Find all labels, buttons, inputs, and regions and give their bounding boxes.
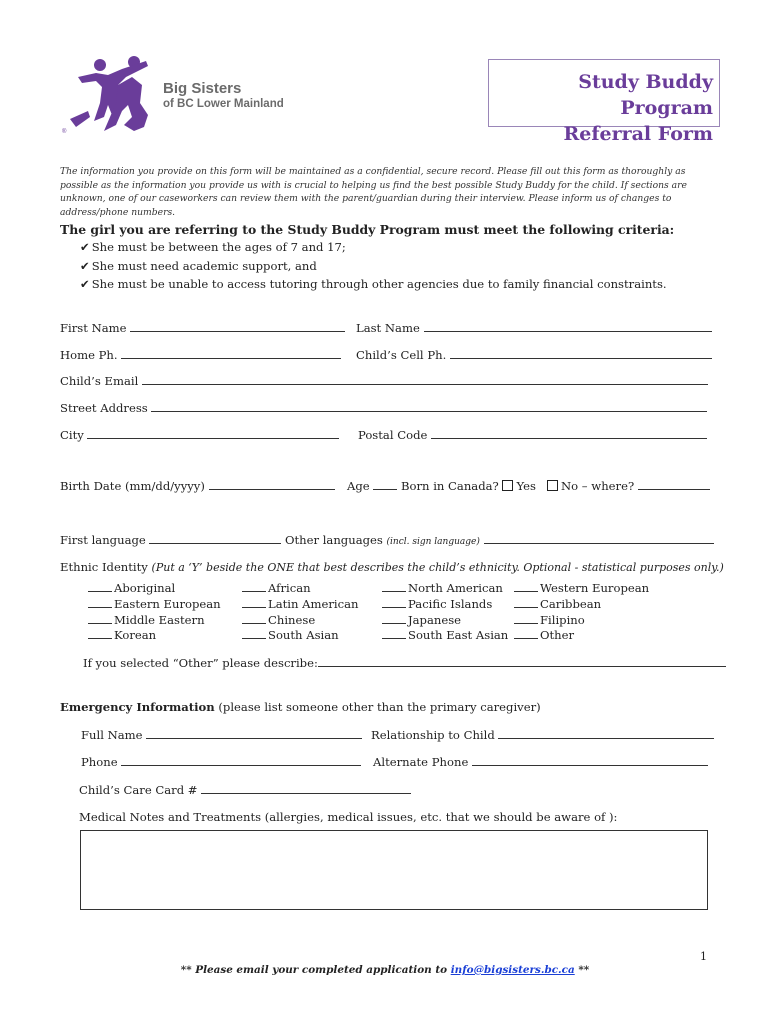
emergency-phone-row	[81, 754, 361, 769]
ethnic-blank[interactable]	[514, 580, 538, 592]
ethnic-option-label: Caribbean	[540, 597, 602, 611]
care-card-label: Child’s Care Card #	[79, 783, 198, 797]
criteria-item-text: She must be unable to access tutoring through other agencies due to family financial constraints.	[91, 277, 667, 291]
ethnic-option[interactable]	[382, 627, 508, 642]
other-describe-field[interactable]	[318, 655, 726, 667]
alternate-phone-row	[373, 754, 708, 769]
no-where-label: No – where?	[561, 479, 635, 493]
registered-mark: ®	[62, 129, 67, 135]
home-phone-row	[60, 347, 341, 362]
first-language-label: First language	[60, 533, 146, 547]
ethnic-option[interactable]	[514, 596, 601, 611]
care-card-row	[79, 782, 411, 797]
ethnic-option[interactable]	[514, 627, 574, 642]
ethnic-option-label: Pacific Islands	[408, 597, 493, 611]
child-cell-label: Child’s Cell Ph.	[356, 348, 447, 362]
ethnic-option-label: Other	[540, 628, 575, 642]
street-address-label: Street Address	[60, 401, 148, 415]
ethnic-option[interactable]	[88, 580, 175, 595]
org-name-line1: Big Sisters	[163, 80, 242, 97]
ethnic-option[interactable]	[88, 612, 205, 627]
first-name-row	[60, 320, 345, 335]
page-number: 1	[700, 950, 707, 963]
other-languages-label: Other languages	[285, 533, 383, 547]
first-language-row	[60, 532, 281, 547]
form-title-line1: Study Buddy Program	[578, 71, 713, 119]
postal-code-label: Postal Code	[358, 428, 428, 442]
child-email-label: Child’s Email	[60, 374, 139, 388]
child-email-field[interactable]	[142, 373, 708, 385]
ethnic-option-label: Eastern European	[114, 597, 221, 611]
ethnic-option-label: Aboriginal	[114, 581, 176, 595]
footer-note	[0, 964, 770, 976]
ethnic-blank[interactable]	[88, 612, 112, 624]
medical-notes-textarea[interactable]	[80, 830, 708, 910]
home-phone-label: Home Ph.	[60, 348, 118, 362]
ethnic-blank[interactable]	[242, 580, 266, 592]
email-link[interactable]: info@bigsisters.bc.ca	[450, 964, 575, 976]
last-name-field[interactable]	[424, 320, 712, 332]
street-address-row	[60, 400, 707, 415]
medical-notes-label: Medical Notes and Treatments (allergies, medical issues, etc. that we should be aware of ):	[79, 810, 618, 824]
emergency-heading-row	[60, 700, 541, 714]
other-languages-field[interactable]	[484, 532, 714, 544]
relationship-row	[371, 727, 714, 742]
emergency-heading: Emergency Information	[60, 700, 215, 714]
ethnic-option[interactable]	[382, 596, 492, 611]
city-field[interactable]	[87, 427, 339, 439]
birth-date-row	[60, 478, 335, 493]
born-in-canada-row	[401, 478, 710, 493]
ethnic-blank[interactable]	[88, 596, 112, 608]
ethnic-blank[interactable]	[514, 596, 538, 608]
ethnic-option-label: Middle Eastern	[114, 613, 205, 627]
criteria-item	[80, 277, 667, 291]
child-email-row	[60, 373, 708, 388]
age-field[interactable]	[373, 478, 397, 490]
ethnic-blank[interactable]	[382, 612, 406, 624]
birth-date-field[interactable]	[209, 478, 335, 490]
child-cell-field[interactable]	[450, 347, 712, 359]
ethnic-option-label: Filipino	[540, 613, 585, 627]
ethnic-option-label: Latin American	[268, 597, 359, 611]
ethnic-option-label: North American	[408, 581, 503, 595]
care-card-field[interactable]	[201, 782, 411, 794]
ethnic-option[interactable]	[242, 627, 339, 642]
ethnic-blank[interactable]	[242, 627, 266, 639]
ethnic-blank[interactable]	[514, 627, 538, 639]
emergency-full-name-label: Full Name	[81, 728, 143, 742]
no-where-field[interactable]	[638, 478, 710, 490]
org-name-line2: of BC Lower Mainland	[163, 98, 284, 110]
criteria-item	[80, 259, 317, 273]
city-row	[60, 427, 339, 442]
age-label: Age	[347, 479, 370, 493]
other-languages-row	[285, 532, 714, 547]
ethnic-option-label: Chinese	[268, 613, 316, 627]
ethnic-blank[interactable]	[88, 580, 112, 592]
ethnic-option[interactable]	[514, 580, 649, 595]
yes-label: Yes	[516, 479, 536, 493]
home-phone-field[interactable]	[121, 347, 341, 359]
footer-suffix: **	[574, 964, 590, 976]
ethnic-option-label: Western European	[540, 581, 650, 595]
ethnic-blank[interactable]	[514, 612, 538, 624]
emergency-full-name-row	[81, 727, 362, 742]
no-checkbox[interactable]	[547, 480, 558, 491]
ethnic-option[interactable]	[382, 612, 461, 627]
ethnic-option[interactable]	[242, 580, 311, 595]
other-languages-note: (incl. sign language)	[386, 537, 480, 547]
child-cell-row	[356, 347, 712, 362]
form-title-box	[488, 59, 720, 145]
first-name-label: First Name	[60, 321, 127, 335]
emergency-full-name-field[interactable]	[146, 727, 362, 739]
ethnic-identity-note: (Put a ‘Y’ beside the ONE that best describes the child’s ethnicity. Optional - statistical purposes only.)	[151, 561, 724, 574]
checkmark-icon: ✔	[80, 259, 90, 273]
first-name-field[interactable]	[130, 320, 345, 332]
ethnic-option-label: Korean	[114, 628, 157, 642]
ethnic-option-label: African	[268, 581, 311, 595]
ethnic-blank[interactable]	[88, 627, 112, 639]
ethnic-option[interactable]	[88, 596, 221, 611]
criteria-item-text: She must be between the ages of 7 and 17;	[91, 240, 346, 254]
footer-prefix: ** Please email your completed application to	[180, 964, 451, 976]
ethnic-blank[interactable]	[382, 627, 406, 639]
birth-date-label: Birth Date (mm/dd/yyyy)	[60, 479, 205, 493]
city-label: City	[60, 428, 84, 442]
ethnic-option[interactable]	[88, 627, 156, 642]
ethnic-identity-label: Ethnic Identity	[60, 560, 148, 574]
ethnic-option-label: South East Asian	[408, 628, 509, 642]
alternate-phone-label: Alternate Phone	[373, 755, 469, 769]
ethnic-blank[interactable]	[242, 612, 266, 624]
alternate-phone-field[interactable]	[472, 754, 708, 766]
other-describe-label: If you selected “Other” please describe:	[83, 656, 318, 670]
ethnic-option[interactable]	[242, 596, 358, 611]
emergency-subheading: (please list someone other than the primary caregiver)	[218, 700, 541, 714]
ethnic-identity-heading	[60, 560, 724, 574]
emergency-phone-field[interactable]	[121, 754, 361, 766]
first-language-field[interactable]	[149, 532, 281, 544]
emergency-phone-label: Phone	[81, 755, 118, 769]
postal-code-field[interactable]	[431, 427, 707, 439]
ethnic-blank[interactable]	[382, 596, 406, 608]
relationship-field[interactable]	[498, 727, 714, 739]
form-title-line2: Referral Form	[563, 123, 713, 145]
ethnic-option[interactable]	[242, 612, 315, 627]
ethnic-option[interactable]	[382, 580, 503, 595]
postal-code-row	[358, 427, 707, 442]
checkmark-icon: ✔	[80, 240, 90, 254]
criteria-heading: The girl you are referring to the Study Buddy Program must meet the following criteria:	[60, 222, 675, 237]
ethnic-option-label: South Asian	[268, 628, 339, 642]
ethnic-option[interactable]	[514, 612, 585, 627]
intro-paragraph: The information you provide on this form will be maintained as a confidential, secure record. Please fill out this form as thoroughly as possible as the information you provide us with is crucial to helping us find the best possible Study Buddy for the child. If sections are unknown, one of our caseworkers can review them with the parent/guardian during their interview. Please inform us of changes to address/phone numbers.	[60, 166, 687, 218]
street-address-field[interactable]	[151, 400, 707, 412]
relationship-label: Relationship to Child	[371, 728, 495, 742]
other-describe-row	[83, 655, 726, 670]
checkmark-icon: ✔	[80, 277, 90, 291]
last-name-label: Last Name	[356, 321, 420, 335]
criteria-item-text: She must need academic support, and	[91, 259, 317, 273]
born-in-canada-label: Born in Canada?	[401, 479, 499, 493]
criteria-item	[80, 240, 346, 254]
age-row	[347, 478, 397, 493]
last-name-row	[356, 320, 712, 335]
ethnic-option-label: Japanese	[408, 613, 462, 627]
yes-checkbox[interactable]	[502, 480, 513, 491]
ethnic-blank[interactable]	[242, 596, 266, 608]
ethnic-blank[interactable]	[382, 580, 406, 592]
